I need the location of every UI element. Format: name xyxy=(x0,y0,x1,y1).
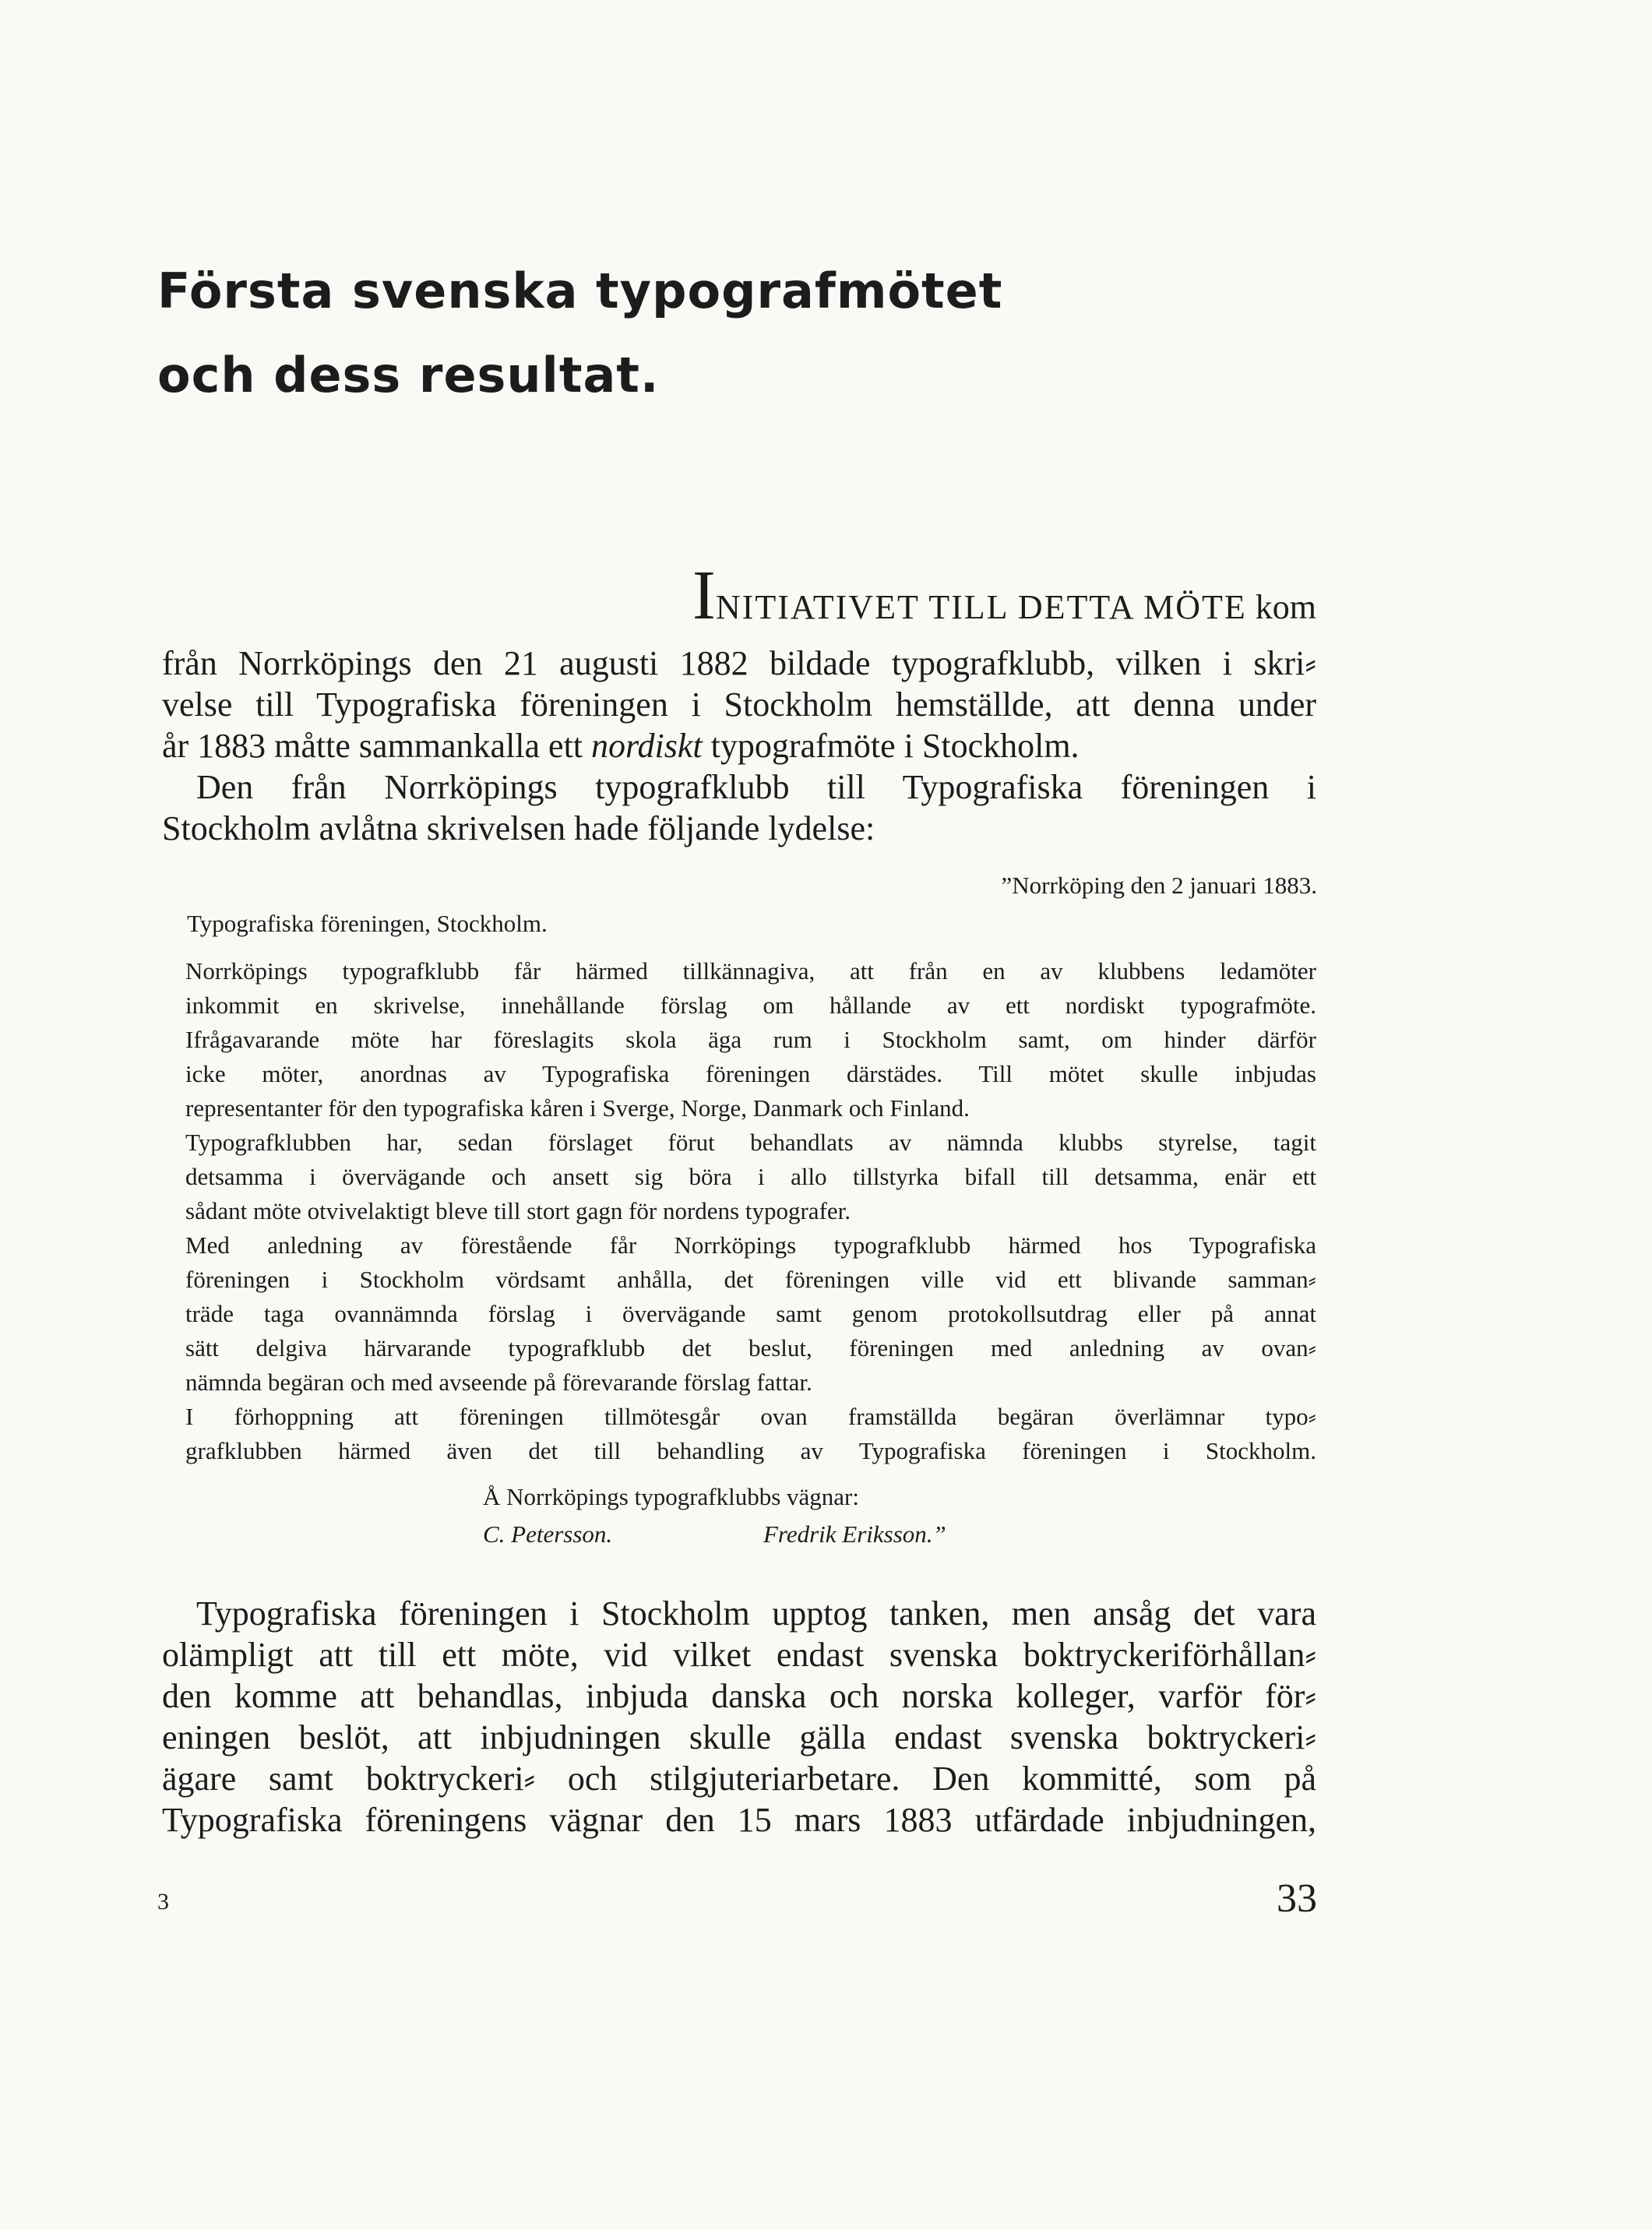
continuation-line: ägare samt boktryckeri⸗ och stilgjuteriarbetare. Den kommitté, som på xyxy=(162,1760,1316,1798)
continuation-line: den komme att behandlas, inbjuda danska och norska kolleger, varför för⸗ xyxy=(162,1677,1316,1715)
signatures xyxy=(483,1516,946,1553)
intro-para2-line: Stockholm avlåtna skrivelsen hade följande lydelse: xyxy=(162,809,875,847)
intro-small-caps: NITIATIVET TILL DETTA MÖTE xyxy=(715,588,1247,626)
letter-body xyxy=(185,954,1316,1468)
letter-line: representanter för den typografiska kåren i Sverge, Norge, Danmark och Finland. xyxy=(185,1094,970,1122)
letter-line: föreningen i Stockholm vördsamt anhålla, det föreningen ville vid ett blivande samman⸗ xyxy=(185,1266,1316,1293)
intro-text xyxy=(162,557,1316,849)
letter-line: nämnda begäran och med avseende på förevarande förslag fattar. xyxy=(185,1369,812,1396)
continuation-text xyxy=(162,1593,1316,1841)
intro-line xyxy=(162,725,1316,766)
intro-first-line-end: kom xyxy=(1246,588,1316,626)
intro-line: från Norrköpings den 21 augusti 1882 bildade typografklubb, vilken i skri⸗ xyxy=(162,644,1316,682)
page-number: 33 xyxy=(1277,1876,1317,1921)
signature-petersson: C. Petersson. xyxy=(483,1520,613,1548)
intro-para2-line: Den från Norrköpings typografklubb till Typografiska föreningen i xyxy=(196,768,1316,806)
intro-line: velse till Typografiska föreningen i Stockholm hemställde, att denna under xyxy=(162,685,1316,724)
letter-closing xyxy=(483,1478,946,1553)
letter-line: inkommit en skrivelse, innehållande förslag om hållande av ett nordiskt typografmöte. xyxy=(185,992,1316,1019)
signature-eriksson: Fredrik Eriksson.” xyxy=(763,1520,946,1548)
continuation-line: eningen beslöt, att inbjudningen skulle gälla endast svenska boktryckeri⸗ xyxy=(162,1718,1316,1756)
emphasis-nordiskt: nordiskt xyxy=(591,727,703,765)
letter-line: I förhoppning att föreningen tillmötesgår ovan framställda begäran överlämnar typo⸗ xyxy=(185,1403,1316,1430)
continuation-line: Typografiska föreningen i Stockholm upptog tanken, men ansåg det vara xyxy=(196,1594,1316,1633)
letter-line: Norrköpings typografklubb får härmed tillkännagiva, att från en av klubbens ledamöter xyxy=(185,957,1316,985)
letter-line: detsamma i övervägande och ansett sig böra i allo tillstyrka bifall till detsamma, enär ett xyxy=(185,1163,1316,1190)
letter-line: Typografklubben har, sedan förslaget förut behandlats av nämnda klubbs styrelse, tagit xyxy=(185,1129,1316,1156)
letter-date: ”Norrköping den 2 januari 1883. xyxy=(1001,872,1317,899)
chapter-title xyxy=(157,249,1326,417)
letter-line: sätt delgiva härvarande typografklubb det beslut, föreningen med anledning av ovan⸗ xyxy=(185,1334,1316,1362)
continuation-line: olämpligt att till ett möte, vid vilket endast svenska boktryckeriförhållan⸗ xyxy=(162,1636,1316,1674)
continuation-line: Typografiska föreningens vägnar den 15 mars 1883 utfärdade inbjudningen, xyxy=(162,1801,1316,1839)
signature-mark: 3 xyxy=(157,1889,169,1915)
letter-address: Typografiska föreningen, Stockholm. xyxy=(187,910,548,937)
letter-line: Med anledning av förestående får Norrköpings typografklubb härmed hos Typografiska xyxy=(185,1231,1316,1259)
intro-line-4-end: typografmöte i Stockholm. xyxy=(702,727,1080,765)
chapter-title-line-2: och dess resultat. xyxy=(157,347,660,403)
letter-line: Ifrågavarande möte har föreslagits skola äga rum i Stockholm samt, om hinder därför xyxy=(185,1026,1316,1053)
intro-line-4-start: år 1883 måtte sammankalla ett xyxy=(162,727,592,765)
letter-line: träde taga ovannämnda förslag i övervägande samt genom protokollsutdrag eller på annat xyxy=(185,1300,1316,1327)
drop-cap: I xyxy=(692,557,716,634)
chapter-title-line-1: Första svenska typografmötet xyxy=(157,262,1003,319)
intro-first-line xyxy=(162,557,1316,643)
letter-line: icke möter, anordnas av Typografiska föreningen därstädes. Till mötet skulle inbjudas xyxy=(185,1060,1316,1087)
letter-line: sådant möte otvivelaktigt bleve till stort gagn för nordens typografer. xyxy=(185,1197,851,1224)
letter-line: grafklubben härmed även det till behandling av Typografiska föreningen i Stockholm. xyxy=(185,1437,1316,1464)
closing-line: Å Norrköpings typografklubbs vägnar: xyxy=(483,1483,859,1510)
